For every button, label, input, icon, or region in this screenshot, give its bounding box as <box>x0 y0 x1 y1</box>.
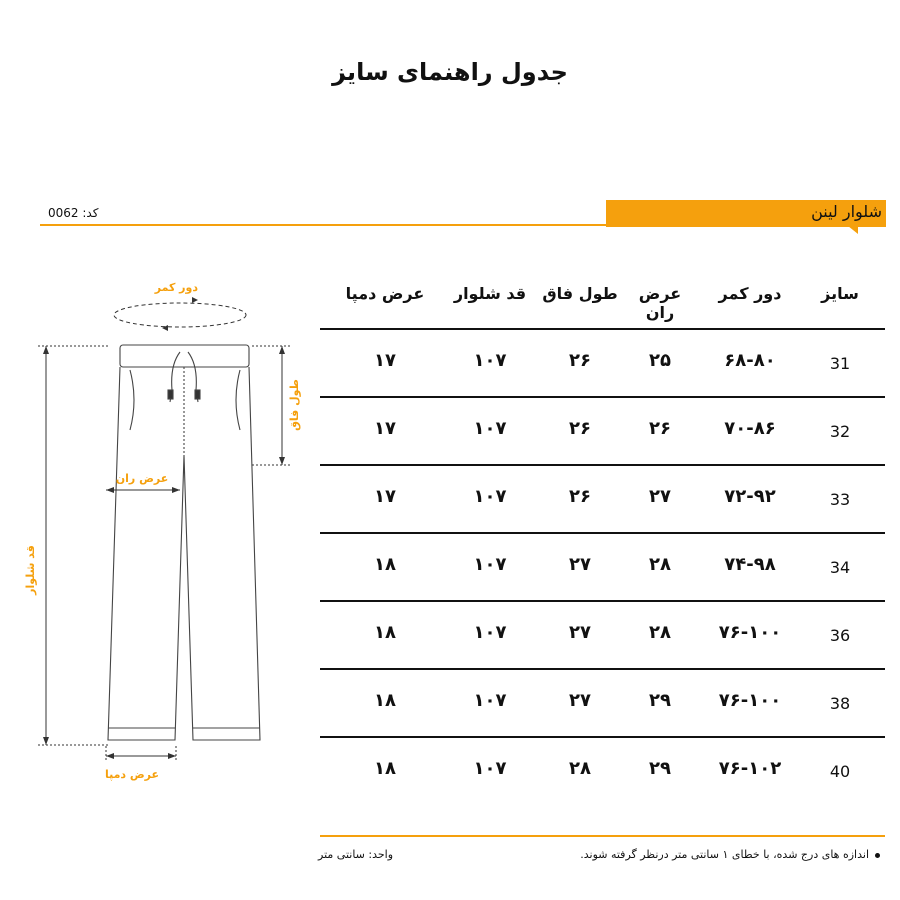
cell-rise: ۲۶ <box>569 486 591 507</box>
length-label: قد شلوار <box>24 545 37 595</box>
header-thigh: عرض ران <box>638 284 682 322</box>
cell-length: ۱۰۷ <box>473 486 507 507</box>
cell-thigh: ۲۶ <box>649 418 671 439</box>
header-rise: طول فاق <box>542 284 618 303</box>
cell-size: 31 <box>829 354 851 373</box>
cell-waist: ۷۴-۹۸ <box>724 554 776 575</box>
footer-note <box>580 848 880 861</box>
cell-size: 36 <box>829 626 851 645</box>
product-code: کد: 0062 <box>48 206 99 220</box>
cell-rise: ۲۷ <box>569 554 591 575</box>
cell-waist: ۷۶-۱۰۰ <box>718 690 782 711</box>
cell-length: ۱۰۷ <box>473 758 507 779</box>
cell-hem: ۱۷ <box>374 350 396 371</box>
pants-diagram <box>20 270 310 790</box>
cell-hem: ۱۷ <box>374 418 396 439</box>
rise-dimension <box>252 346 292 465</box>
header-hem: عرض دمپا <box>345 284 425 303</box>
cell-rise: ۲۶ <box>569 418 591 439</box>
table-row <box>320 466 885 534</box>
header-size: سایز <box>821 284 859 303</box>
hem-label: عرض دمپا <box>104 768 160 781</box>
cell-waist: ۷۰-۸۶ <box>724 418 776 439</box>
cell-hem: ۱۸ <box>374 622 396 643</box>
hem-dimension <box>106 746 176 762</box>
cell-hem: ۱۸ <box>374 554 396 575</box>
table-row <box>320 330 885 398</box>
pants-illustration <box>20 270 310 790</box>
cell-size: 38 <box>829 694 851 713</box>
cell-size: 34 <box>829 558 851 577</box>
cell-thigh: ۲۸ <box>649 554 671 575</box>
cell-size: 33 <box>829 490 851 509</box>
cell-length: ۱۰۷ <box>473 554 507 575</box>
waist-arrow-top <box>192 297 198 303</box>
cell-waist: ۷۶-۱۰۰ <box>718 622 782 643</box>
table-header-row <box>320 262 885 330</box>
unit-label: واحد: سانتی متر <box>318 848 394 861</box>
table-row <box>320 670 885 738</box>
cell-rise: ۲۶ <box>569 350 591 371</box>
header-rule <box>40 224 608 226</box>
waist-label: دور کمر <box>154 281 198 294</box>
cell-thigh: ۲۸ <box>649 622 671 643</box>
table-row <box>320 602 885 670</box>
thigh-label: عرض ران <box>115 472 169 485</box>
cell-size: 32 <box>829 422 851 441</box>
cell-hem: ۱۸ <box>374 758 396 779</box>
cell-length: ۱۰۷ <box>473 690 507 711</box>
waist-ellipse <box>114 303 246 327</box>
cell-rise: ۲۸ <box>569 758 591 779</box>
cell-length: ۱۰۷ <box>473 622 507 643</box>
bullet-icon <box>875 853 880 858</box>
cell-waist: ۶۸-۸۰ <box>724 350 776 371</box>
cell-length: ۱۰۷ <box>473 350 507 371</box>
cell-thigh: ۲۹ <box>649 690 671 711</box>
size-table <box>320 262 885 804</box>
cell-waist: ۷۶-۱۰۲ <box>718 758 782 779</box>
table-row <box>320 738 885 804</box>
cell-thigh: ۲۵ <box>649 350 671 371</box>
waist-arrow-bottom <box>162 325 168 331</box>
cell-hem: ۱۷ <box>374 486 396 507</box>
footer-rule <box>320 835 885 837</box>
cell-hem: ۱۸ <box>374 690 396 711</box>
cell-thigh: ۲۷ <box>649 486 671 507</box>
header-waist: دور کمر <box>718 284 782 303</box>
table-row <box>320 534 885 602</box>
rise-label: طول فاق <box>288 379 301 431</box>
product-name: شلوار لینن <box>811 202 882 221</box>
cell-rise: ۲۷ <box>569 690 591 711</box>
cell-size: 40 <box>829 762 851 781</box>
cell-waist: ۷۲-۹۲ <box>724 486 776 507</box>
pants-outline <box>108 345 260 740</box>
footer-note-text: اندازه های درج شده، با خطای ۱ سانتی متر درنظر گرفته شوند. <box>580 848 869 861</box>
page-title: جدول راهنمای سایز <box>332 58 568 86</box>
cell-rise: ۲۷ <box>569 622 591 643</box>
cell-thigh: ۲۹ <box>649 758 671 779</box>
product-name-bar-notch <box>848 226 858 234</box>
cell-length: ۱۰۷ <box>473 418 507 439</box>
header-length: قد شلوار <box>453 284 527 303</box>
table-row <box>320 398 885 466</box>
length-dimension <box>38 346 110 745</box>
